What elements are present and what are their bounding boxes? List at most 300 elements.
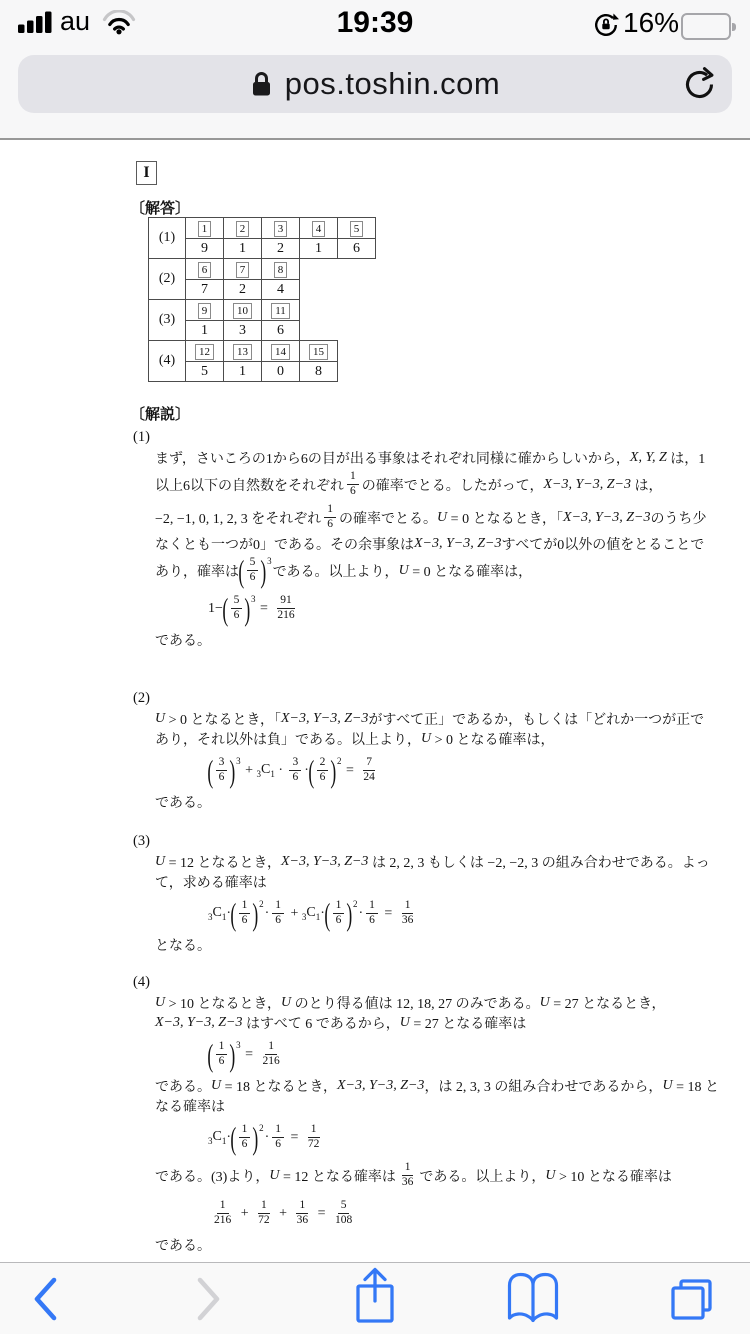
fraction (294, 1199, 312, 1228)
fraction-denominator: 6 (275, 1138, 281, 1150)
left-paren-glyph: ( (230, 895, 237, 932)
text-line (155, 852, 713, 872)
combination-pre-subscript: 3 (208, 911, 213, 922)
answer-value-cell: 2 (262, 239, 300, 259)
fraction (259, 1040, 282, 1069)
fraction-numerator: 1 (272, 899, 284, 914)
answer-box-number: 5 (350, 221, 364, 237)
text-run: > 10 となるとき， (165, 997, 281, 1012)
combination-pre-subscript: 3 (301, 911, 307, 922)
math-variable: U (545, 1167, 556, 1183)
formula-line (208, 1033, 713, 1076)
fraction-numerator: 5 (247, 556, 259, 571)
text-line (155, 630, 713, 650)
text-run: > 0 となる確率は， (431, 733, 555, 748)
fraction (239, 1123, 251, 1152)
answer-table-row (148, 299, 300, 341)
answer-box-number: 12 (195, 344, 214, 360)
tabs-icon[interactable] (667, 1273, 717, 1326)
answer-value-cell: 6 (338, 239, 376, 259)
text-line (155, 1096, 713, 1116)
right-paren-glyph: ) (229, 1036, 236, 1073)
battery-icon (681, 13, 736, 40)
combination (302, 905, 320, 922)
text-run: は， (630, 478, 663, 494)
answer-box-cell (262, 300, 300, 321)
text-line (155, 993, 713, 1013)
answer-box-cell (262, 341, 300, 362)
math-variable: U (155, 854, 166, 869)
answer-table-row (148, 258, 300, 300)
explanation-section (133, 833, 713, 955)
text-run: である。以上より， (272, 564, 399, 580)
fraction-denominator: 216 (277, 609, 295, 621)
text-run: = (287, 1129, 302, 1145)
text-run: である。以上より， (419, 1169, 546, 1185)
left-paren-glyph: ( (207, 752, 214, 789)
text-run: あり，それ以外は負」である。以上より， (155, 733, 421, 748)
text-run: の確率でとる。したがって， (361, 478, 544, 494)
answer-value-cell: 1 (300, 239, 338, 259)
fraction-numerator: 1 (402, 1161, 414, 1176)
fraction-numerator: 91 (277, 594, 295, 609)
math-variable: X−3, Y−3, Z−3 (280, 711, 369, 726)
fraction (216, 1040, 228, 1069)
answer-box-cell (186, 300, 224, 321)
answer-value-cell: 5 (186, 362, 224, 382)
text-run: のとり得る値は 12, 18, 27 のみである。 (291, 997, 540, 1012)
answer-value-cell: 1 (224, 239, 262, 259)
formula-line (208, 892, 713, 935)
text-run: = (241, 1046, 257, 1062)
explanation-section (133, 690, 713, 812)
text-line (155, 534, 713, 554)
text-run: の確率でとる。 (339, 511, 438, 527)
text-run: = 18 と (672, 1080, 719, 1095)
fraction-denominator: 36 (296, 1214, 309, 1226)
explanation-heading: 〔解説〕 (130, 407, 191, 423)
fraction-numerator: 1 (366, 899, 378, 914)
math-variable: U (155, 995, 166, 1010)
exponent: 2 (259, 898, 264, 909)
answer-row-label: (2) (149, 259, 186, 300)
fraction-denominator: 6 (327, 518, 334, 530)
battery-percent-label: 16% (623, 7, 680, 38)
formula-line (208, 1116, 713, 1159)
text-line (155, 792, 713, 812)
answer-box-number: 11 (271, 303, 290, 319)
exponent: 3 (267, 555, 272, 566)
fraction-denominator: 108 (334, 1214, 353, 1226)
fraction (289, 756, 301, 785)
fraction-numerator: 7 (363, 756, 375, 771)
answer-box-cell (186, 218, 224, 239)
text-run: = 18 となるとき， (221, 1080, 337, 1095)
explanation-section (133, 974, 719, 1255)
text-run: + (237, 1205, 253, 1221)
text-run: は 2, 2, 3 もしくは −2, −2, 3 の組み合わせである。よっ (368, 856, 710, 871)
section-label: (4) (133, 974, 150, 990)
share-icon[interactable] (351, 1265, 399, 1330)
text-line (155, 935, 713, 955)
text-run: = 27 となる確率は (409, 1017, 527, 1032)
fraction (247, 556, 259, 585)
text-run: である。(3)より， (155, 1169, 270, 1185)
status-time: 19:39 (336, 6, 414, 39)
section-label: (3) (133, 833, 150, 849)
answer-box-cell (224, 218, 262, 239)
fraction-denominator: 6 (292, 771, 299, 783)
fraction-numerator: 1 (402, 899, 414, 914)
text-run: · (304, 762, 309, 778)
exponent: 2 (336, 755, 342, 766)
problem-number-box: I (136, 161, 157, 185)
left-paren-glyph: ( (222, 590, 229, 627)
fraction (274, 594, 297, 623)
paren-fraction (324, 895, 359, 932)
combination-subscript: 1 (270, 768, 275, 779)
fraction-denominator: 36 (401, 1176, 414, 1188)
text-run: である。 (155, 1239, 211, 1254)
combination-subscript: 1 (315, 911, 321, 922)
text-run: · (264, 905, 270, 921)
fraction-numerator: 1 (308, 1123, 320, 1138)
answer-box-number: 6 (198, 262, 212, 278)
exponent: 3 (250, 593, 256, 604)
combination (208, 1129, 226, 1146)
exponent: 2 (352, 898, 358, 909)
text-run: > 0 となるとき，「 (165, 713, 281, 728)
formula-line (208, 587, 713, 630)
answer-value-cell: 1 (186, 321, 224, 341)
math-variable: U (155, 711, 166, 726)
fraction-numerator: 3 (289, 756, 301, 771)
answer-box-number: 4 (312, 221, 326, 237)
left-paren-glyph: ( (324, 895, 331, 932)
answer-heading: 〔解答〕 (130, 201, 191, 217)
fraction (333, 899, 345, 928)
fraction-denominator: 216 (214, 1214, 232, 1226)
text-line (155, 468, 713, 501)
math-variable: U (398, 562, 409, 578)
text-line (155, 554, 713, 587)
answer-box-number: 8 (274, 262, 288, 278)
math-variable: X−3, Y−3, Z−3 (414, 536, 502, 551)
fraction-numerator: 3 (216, 756, 228, 771)
combination-symbol: C (212, 1129, 222, 1145)
answer-table-row (148, 340, 338, 382)
explanation-section (133, 429, 713, 650)
answer-box-number: 13 (233, 344, 252, 360)
fraction (272, 1123, 284, 1152)
text-run: · (320, 905, 325, 921)
safari-header (0, 0, 750, 140)
text-run: なくとも一つが0」である。その余事象は (155, 538, 414, 553)
text-run: て，求める確率は (155, 876, 267, 891)
text-line (155, 1076, 719, 1096)
fraction-numerator: 1 (217, 1199, 229, 1214)
math-variable: U (421, 731, 432, 746)
text-run: 以上6以下の自然数をそれぞれ (155, 478, 344, 494)
answer-value-cell: 8 (300, 362, 338, 382)
text-run: · (274, 762, 287, 778)
math-variable: X−3, Y−3, Z−3 (563, 509, 651, 525)
math-variable: U (539, 995, 550, 1010)
paren-fraction (230, 1119, 265, 1156)
fraction-denominator: 72 (258, 1214, 270, 1226)
fraction-numerator: 1 (239, 1123, 251, 1138)
math-variable: U (662, 1078, 673, 1093)
text-run: のうち少 (650, 511, 707, 527)
combination-pre-subscript: 3 (208, 1135, 213, 1146)
paren-fraction (222, 590, 257, 627)
text-line (155, 872, 713, 892)
answer-box-number: 2 (236, 221, 250, 237)
fraction-numerator: 1 (239, 899, 251, 914)
text-line (155, 501, 713, 534)
fraction-denominator: 216 (262, 1055, 280, 1067)
fraction-numerator: 1 (216, 1040, 228, 1055)
text-run: = (380, 905, 396, 921)
text-run: まず，さいころの1から6の目が出る事象はそれぞれ同様に確からしいから， (155, 452, 630, 467)
answer-value-cell: 4 (262, 280, 300, 300)
math-variable: U (399, 1015, 410, 1030)
fraction-numerator: 1 (272, 1123, 284, 1138)
text-run: = 27 となるとき， (549, 997, 666, 1012)
answer-box-cell (262, 218, 300, 239)
fraction (360, 756, 378, 785)
fraction (332, 1199, 355, 1228)
back-button[interactable] (32, 1276, 58, 1325)
exponent: 2 (259, 1122, 264, 1133)
math-variable: X−3, Y−3, Z−3 (280, 854, 369, 869)
fraction-numerator: 5 (338, 1199, 350, 1214)
answer-value-cell: 6 (262, 321, 300, 341)
fraction (324, 503, 336, 532)
url-bar[interactable] (18, 55, 732, 113)
fraction (255, 1199, 273, 1228)
fraction (272, 899, 284, 928)
text-run: である。 (155, 1080, 211, 1095)
fraction (231, 594, 243, 623)
answer-row-label: (4) (149, 341, 186, 382)
answer-box-number: 3 (274, 221, 288, 237)
text-run: −2, −1, 0, 1, 2, 3 をそれぞれ (155, 511, 322, 527)
right-paren-glyph: ) (252, 895, 259, 932)
combination-symbol: C (212, 905, 222, 921)
combination-pre-subscript: 3 (256, 768, 261, 779)
fraction-denominator: 6 (350, 485, 356, 497)
answer-box-cell (186, 259, 224, 280)
fraction-numerator: 1 (333, 899, 345, 914)
text-run: = (342, 762, 358, 778)
text-line (155, 1013, 713, 1033)
text-run: はすべて 6 であるから， (242, 1017, 400, 1032)
exponent: 3 (236, 755, 241, 766)
text-run: · (358, 905, 364, 921)
fraction (399, 899, 417, 928)
text-run: なる確率は (155, 1100, 225, 1115)
paren-fraction (207, 1036, 242, 1073)
text-run: ，は 2, 3, 3 の組み合わせであるから， (424, 1080, 663, 1095)
answer-box-cell (224, 341, 262, 362)
answer-table-row (148, 217, 376, 259)
right-paren-glyph: ) (330, 752, 337, 789)
fraction (211, 1199, 234, 1228)
carrier-label: au (60, 6, 91, 36)
answer-row-label: (3) (149, 300, 186, 341)
text-run: = 12 となる確率は (279, 1169, 396, 1185)
paren-fraction (238, 552, 273, 589)
answer-box-cell (300, 218, 338, 239)
combination (256, 762, 274, 779)
answer-box-number: 9 (198, 303, 212, 319)
text-run: = (256, 600, 272, 616)
math-variable: X−3, Y−3, Z−3 (336, 1078, 425, 1093)
fraction-denominator: 6 (369, 914, 375, 926)
fraction (239, 899, 251, 928)
fraction-numerator: 1 (324, 503, 336, 518)
fraction (366, 899, 378, 928)
section-label: (1) (133, 429, 150, 445)
text-run: あり，確率は (155, 564, 239, 580)
right-paren-glyph: ) (252, 1119, 259, 1156)
answer-box-number: 7 (236, 262, 250, 278)
answer-box-cell (224, 300, 262, 321)
fraction-denominator: 72 (307, 1138, 320, 1150)
fraction-denominator: 6 (249, 571, 256, 583)
rotation-lock-icon (592, 11, 620, 44)
text-line (155, 1159, 713, 1192)
fraction-numerator: 1 (296, 1199, 308, 1214)
answer-value-cell: 1 (224, 362, 262, 382)
text-line (155, 1235, 713, 1255)
text-run: は，1 (666, 452, 706, 467)
combination-subscript: 1 (221, 911, 227, 922)
text-run: = 0 となるとき，「 (447, 511, 564, 527)
fraction (399, 1161, 417, 1190)
fraction-denominator: 6 (233, 609, 240, 621)
fraction-denominator: 6 (335, 914, 342, 926)
right-paren-glyph: ) (229, 752, 236, 789)
text-run: = (314, 1205, 329, 1221)
fraction-denominator: 6 (218, 1055, 225, 1067)
right-paren-glyph: ) (260, 552, 267, 589)
text-run: である。 (155, 634, 211, 649)
answer-row-label: (1) (149, 218, 186, 259)
text-run: + (241, 762, 257, 778)
formula-line (208, 1192, 713, 1235)
fraction (216, 756, 228, 785)
combination-symbol: C (306, 905, 316, 921)
answer-box-cell (300, 341, 338, 362)
fraction-denominator: 6 (275, 914, 281, 926)
text-line (155, 448, 713, 468)
text-run: > 10 となる確率は (555, 1169, 672, 1185)
lock-icon (250, 69, 273, 103)
answer-box-cell (186, 341, 224, 362)
text-run: · (226, 1129, 232, 1145)
web-page-content (0, 142, 750, 1262)
math-variable: U (269, 1167, 280, 1183)
math-variable: X−3, Y−3, Z−3 (155, 1015, 243, 1030)
fraction-numerator: 5 (231, 594, 243, 609)
fraction-numerator: 1 (258, 1199, 270, 1214)
answer-value-cell: 9 (186, 239, 224, 259)
fraction-numerator: 1 (347, 470, 359, 485)
text-run: = 0 となる確率は， (408, 564, 533, 580)
answer-box-number: 14 (271, 344, 290, 360)
fraction-denominator: 6 (241, 914, 248, 926)
paren-fraction (308, 752, 343, 789)
fraction-denominator: 6 (319, 771, 326, 783)
text-line (155, 709, 713, 729)
text-run: · (264, 1129, 270, 1145)
fraction (305, 1123, 323, 1152)
reload-button[interactable] (681, 66, 718, 106)
text-run: + (275, 1205, 291, 1221)
fraction-denominator: 6 (241, 1138, 248, 1150)
combination-symbol: C (260, 762, 271, 778)
math-variable: X−3, Y−3, Z−3 (543, 476, 631, 492)
safari-toolbar (0, 1262, 750, 1334)
url-domain[interactable]: pos.toshin.com (284, 66, 501, 101)
fraction-denominator: 6 (218, 771, 225, 783)
bookmarks-icon[interactable] (506, 1272, 560, 1327)
left-paren-glyph: ( (207, 1036, 214, 1073)
text-run: がすべて正」であるか，もしくは「どれか一つが正で (368, 713, 705, 728)
combination (208, 905, 226, 922)
text-run: すべてが0以外の値をとることで (501, 538, 705, 553)
right-paren-glyph: ) (244, 590, 251, 627)
fraction (317, 756, 329, 785)
answer-box-number: 1 (198, 221, 212, 237)
answer-value-cell: 0 (262, 362, 300, 382)
fraction-numerator: 1 (265, 1040, 277, 1055)
paren-fraction (207, 752, 242, 789)
text-run: となる。 (155, 939, 211, 954)
answer-box-cell (224, 259, 262, 280)
math-variable: U (280, 995, 292, 1010)
math-variable: U (437, 509, 448, 525)
fraction-numerator: 2 (317, 756, 329, 771)
exponent: 3 (236, 1039, 241, 1050)
text-line (155, 729, 713, 749)
answer-box-cell (262, 259, 300, 280)
text-run: + (287, 905, 302, 921)
fraction-denominator: 24 (363, 771, 375, 783)
answer-value-cell: 3 (224, 321, 262, 341)
math-variable: U (211, 1078, 222, 1093)
left-paren-glyph: ( (308, 752, 315, 789)
text-run: = 12 となるとき， (165, 856, 281, 871)
forward-button[interactable] (196, 1276, 222, 1325)
fraction (347, 470, 359, 499)
right-paren-glyph: ) (346, 895, 353, 932)
text-run: である。 (155, 796, 211, 811)
paren-fraction (230, 895, 265, 932)
answer-value-cell: 2 (224, 280, 262, 300)
fraction-denominator: 36 (401, 914, 414, 926)
answer-box-cell (338, 218, 376, 239)
left-paren-glyph: ( (230, 1119, 237, 1156)
answer-table (148, 218, 376, 382)
text-run: · (226, 905, 232, 921)
text-run: 1− (208, 600, 223, 616)
answer-box-number: 15 (309, 344, 328, 360)
formula-line (208, 749, 713, 792)
combination-subscript: 1 (221, 1135, 227, 1146)
